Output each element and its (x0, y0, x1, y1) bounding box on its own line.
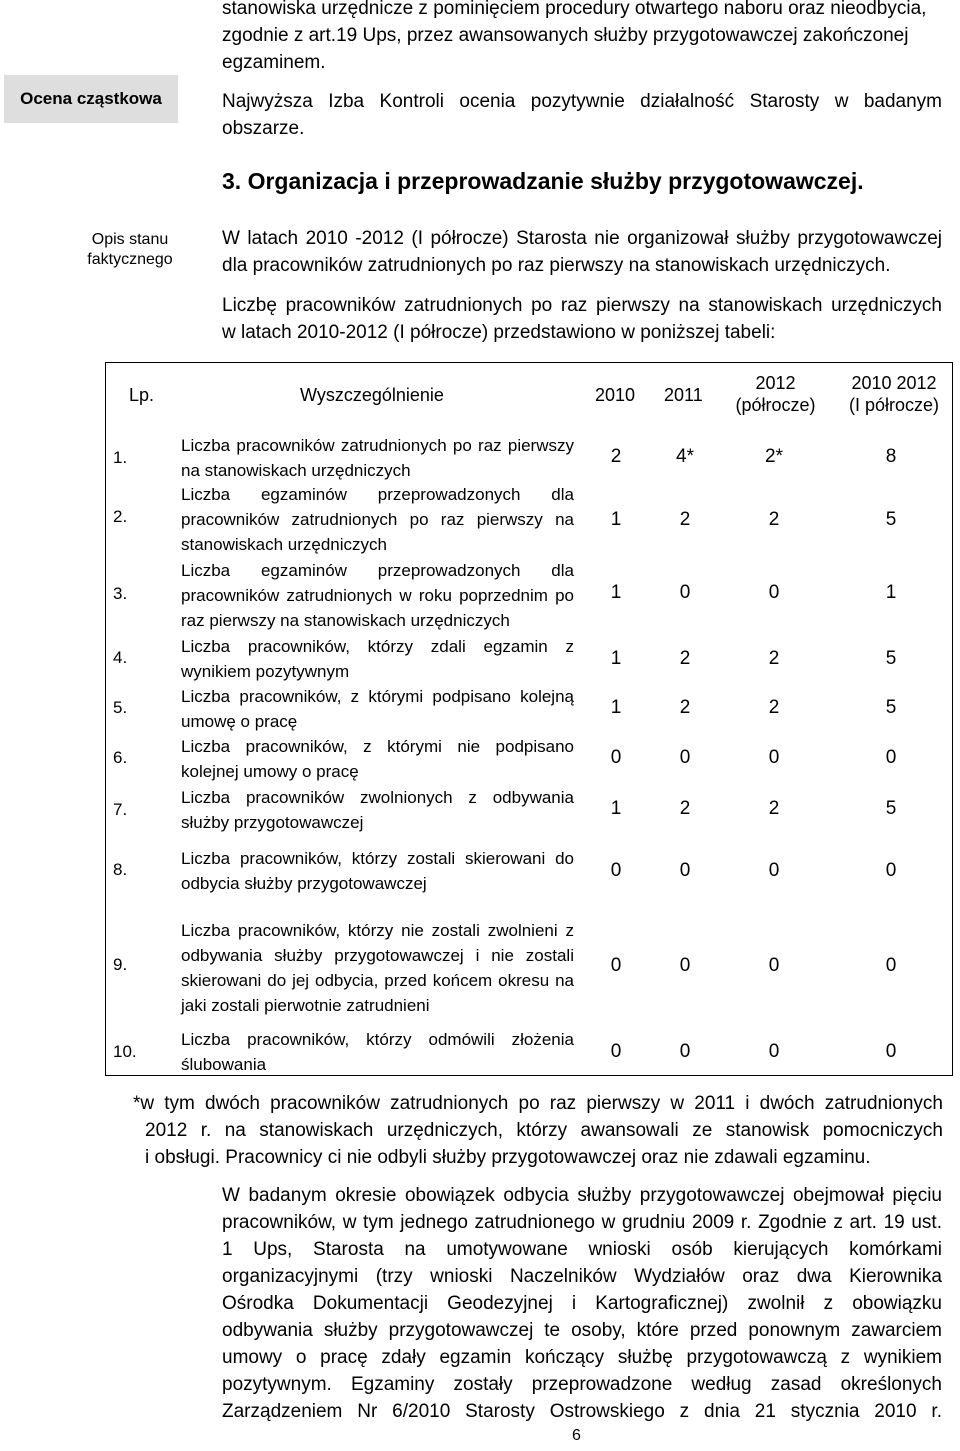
row-value-2011: 0 (679, 955, 691, 976)
header-total-line2: (I półrocze) (848, 395, 940, 415)
text-line: umowy o pracę zdały egzamin kończący służbę przygotowawczą z wynikiem (222, 1347, 942, 1368)
text-line: Liczbę pracowników zatrudnionych po raz pierwszy na stanowiskach urzędniczych (222, 295, 942, 316)
row-lp: 6. (113, 748, 128, 767)
row-lp: 7. (113, 800, 128, 819)
row-value-total: 8 (885, 446, 897, 467)
row-value-2011: 0 (679, 747, 691, 768)
text-line: w latach 2010-2012 (I półrocze) przedstawiono w poniższej tabeli: (222, 322, 776, 343)
row-value-2012: 2 (768, 697, 780, 718)
text-line: 1 Ups, Starosta na umotywowane wnioski osób kierujących komórkami (222, 1239, 942, 1260)
text-line: odbywania służby przygotowawczej te osoby, które przed ponownym zawarciem (222, 1320, 942, 1341)
opis-stanu-label: Opis stanu faktycznego (87, 231, 173, 268)
header-2010: 2010 (595, 385, 636, 405)
row-value-2010: 0 (610, 747, 622, 768)
row-value-2012: 2* (765, 446, 783, 467)
text-line: Najwyższa Izba Kontroli ocenia pozytywnie działalność Starosty w badanym (222, 91, 942, 112)
row-lp: 1. (113, 448, 128, 467)
footnote-line: i obsługi. Pracownicy ci nie odbyli służby przygotowawczej oraz nie zdawali egzaminu. (145, 1147, 871, 1168)
row-value-2010: 1 (610, 697, 622, 718)
header-2012 (733, 372, 818, 416)
row-value-total: 5 (885, 648, 897, 669)
row-description: Liczba pracowników zatrudnionych po raz pierwszy na stanowiskach urzędniczych (181, 436, 574, 480)
row-value-2011: 2 (679, 509, 691, 530)
row-description: Liczba egzaminów przeprowadzonych dla pracowników zatrudnionych w roku poprzednim po raz pierwszy na stanowiskach urzędniczych (181, 561, 574, 630)
row-lp: 2. (113, 507, 128, 526)
row-value-2010: 1 (610, 509, 622, 530)
header-total-line1: 2010 2012 (851, 373, 937, 393)
text-line: Ośrodka Dokumentacji Geodezyjnej i Kartograficznej) zwolnił z obowiązku (222, 1293, 942, 1314)
row-value-2011: 2 (679, 648, 691, 669)
row-value-total: 0 (885, 1041, 897, 1062)
table-footnote (133, 1090, 943, 1171)
nik-evaluation-paragraph (222, 88, 942, 142)
text-line: stanowiska urzędnicze z pominięciem procedury otwartego naboru oraz nieodbycia, (222, 0, 927, 19)
row-value-2011: 4* (676, 446, 694, 467)
row-lp: 10. (113, 1042, 137, 1061)
row-lp: 9. (113, 955, 128, 974)
intro-paragraph (222, 225, 942, 279)
row-description: Liczba pracowników, którzy odmówili złożenia ślubowania (181, 1030, 574, 1074)
text-line: egzaminem. (222, 52, 326, 73)
closing-paragraph (222, 1182, 942, 1425)
table-intro-paragraph (222, 292, 942, 346)
row-description: Liczba pracowników, którzy zostali skierowani do odbycia służby przygotowawczej (181, 849, 574, 893)
footnote-line: *w tym dwóch pracowników zatrudnionych po raz pierwszy w 2011 i dwóch zatrudnionych (133, 1093, 943, 1114)
row-value-2010: 0 (610, 1041, 622, 1062)
row-value-2012: 2 (768, 648, 780, 669)
text-line: W latach 2010 -2012 (I półrocze) Starosta nie organizował służby przygotowawczej (222, 228, 942, 249)
row-description: Liczba egzaminów przeprowadzonych dla pracowników zatrudnionych po raz pierwszy na stanowiskach urzędniczych (181, 485, 574, 554)
row-value-2010: 1 (610, 798, 622, 819)
header-2011: 2011 (664, 385, 703, 405)
row-value-total: 5 (885, 697, 897, 718)
row-value-total: 0 (885, 747, 897, 768)
row-value-2010: 2 (610, 446, 622, 467)
footnote-line: 2012 r. na stanowiskach urzędniczych, którzy awansowali ze stanowisk pomocniczych (145, 1120, 943, 1141)
row-value-total: 1 (885, 582, 897, 603)
row-value-2012: 0 (768, 860, 780, 881)
row-description: Liczba pracowników, z którymi podpisano kolejną umowę o pracę (181, 687, 574, 731)
text-line: zgodnie z art.19 Ups, przez awansowanych służby przygotowawczej zakończonej (222, 25, 909, 46)
row-value-2011: 0 (679, 860, 691, 881)
text-line: Zarządzeniem Nr 6/2010 Starosty Ostrowskiego z dnia 21 stycznia 2010 r. (222, 1401, 942, 1422)
row-value-total: 5 (885, 798, 897, 819)
top-paragraph (222, 0, 942, 76)
row-value-2010: 1 (610, 582, 622, 603)
row-value-2011: 0 (679, 582, 691, 603)
ocena-czastkowa-label (4, 75, 178, 123)
text-line: pracowników, w tym jednego zatrudnionego w grudniu 2009 r. Zgodnie z art. 19 ust. (222, 1212, 942, 1233)
row-value-2010: 0 (610, 860, 622, 881)
header-lp: Lp. (129, 385, 155, 405)
row-lp: 8. (113, 860, 128, 879)
row-value-2011: 2 (679, 798, 691, 819)
row-lp: 5. (113, 698, 128, 717)
row-description: Liczba pracowników zwolnionych z odbywania służby przygotowawczej (181, 788, 574, 832)
row-value-2012: 0 (768, 955, 780, 976)
row-description: Liczba pracowników, którzy zdali egzamin z wynikiem pozytywnym (181, 637, 574, 681)
row-value-2012: 0 (768, 582, 780, 603)
text-line: pozytywnym. Egzaminy zostały przeprowadzone według zasad określonych (222, 1374, 942, 1395)
row-value-2012: 2 (768, 509, 780, 530)
ocena-czastkowa-text: Ocena cząstkowa (20, 89, 162, 108)
row-value-total: 0 (885, 860, 897, 881)
text-line: W badanym okresie obowiązek odbycia służby przygotowawczej obejmował pięciu (222, 1185, 942, 1206)
row-value-2012: 2 (768, 798, 780, 819)
row-value-total: 0 (885, 955, 897, 976)
row-value-2012: 0 (768, 1041, 780, 1062)
header-2012-line1: 2012 (755, 373, 796, 393)
row-value-2010: 0 (610, 955, 622, 976)
row-value-2010: 1 (610, 648, 622, 669)
header-2012-line2: (półrocze) (735, 395, 816, 415)
row-value-2011: 2 (679, 697, 691, 718)
page-number: 6 (572, 1427, 581, 1444)
header-total (840, 372, 948, 416)
row-value-total: 5 (885, 509, 897, 530)
text-line: obszarze. (222, 118, 305, 139)
row-lp: 3. (113, 584, 128, 603)
text-line: dla pracowników zatrudnionych po raz pierwszy na stanowiskach urzędniczych. (222, 255, 891, 276)
row-value-2011: 0 (679, 1041, 691, 1062)
section-heading: 3. Organizacja i przeprowadzanie służby przygotowawczej. (222, 168, 864, 194)
row-lp: 4. (113, 648, 128, 667)
row-value-2012: 0 (768, 747, 780, 768)
row-description: Liczba pracowników, którzy nie zostali zwolnieni z odbywania służby przygotowawczej i nie zostali skierowani do jej odbycia, przed końcem okresu na jaki zostali pierwotnie zatrudnieni (181, 921, 574, 1015)
text-line: organizacyjnymi (trzy wnioski Naczelników Wydziałów oraz dwa Kierownika (222, 1266, 942, 1287)
header-description: Wyszczególnienie (300, 385, 444, 405)
row-description: Liczba pracowników, z którymi nie podpisano kolejnej umowy o pracę (181, 737, 574, 781)
